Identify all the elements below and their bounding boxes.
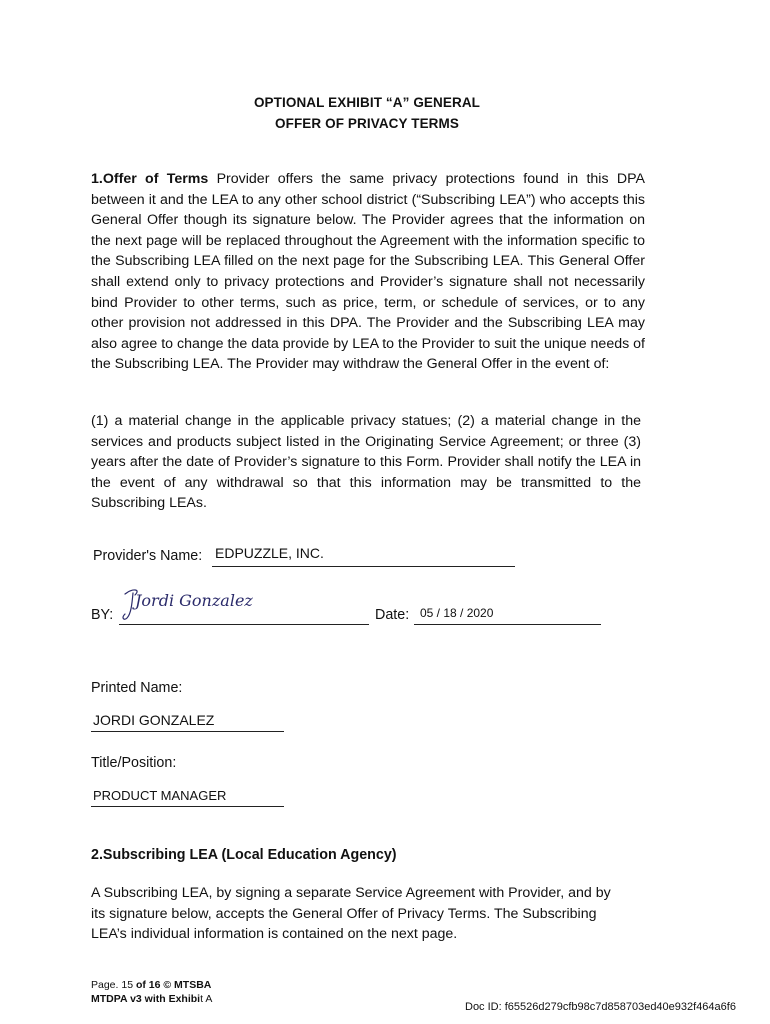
printed-name-field[interactable] xyxy=(91,711,284,732)
provider-name-value: EDPUZZLE, INC. xyxy=(215,545,324,561)
section-1-heading: 1.Offer of Terms xyxy=(91,171,209,187)
provider-name-label: Provider's Name: xyxy=(93,548,203,564)
title-position-value: PRODUCT MANAGER xyxy=(93,788,227,803)
signature-text: Jordi Gonzalez xyxy=(135,591,253,610)
footer-copyright: © MTSBA xyxy=(160,979,212,991)
footer-doc-label-tail: t A xyxy=(200,993,213,1005)
title-position-field[interactable] xyxy=(91,786,284,807)
section-1-body: Provider offers the same privacy protections found in this DPA between it and the LEA to any other school district (“Subscribing LEA”) who accepts this General Offer though its signature below. The Provider agrees that the information on the next page will be replaced throughout the Agreement with the information specific to the Subscribing LEA filled on the next page for the Subscribing LEA. This General Offer shall extend only to privacy protections and Provider’s signature shall not necessarily bind Provider to other terms, such as price, term, or schedule of services, or to any other provision not addressed in this DPA. The Provider and the Subscribing LEA may also agree to change the data provide by LEA to the Provider to suit the unique needs of the Subscribing LEA. The Provider may withdraw the General Offer in the event of: xyxy=(91,171,645,373)
footer-doc-id: Doc ID: f65526d279cfb98c7d858703ed40e932f464a6f6 xyxy=(465,1001,736,1013)
signature-image xyxy=(119,586,259,628)
title-position-label: Title/Position: xyxy=(91,755,177,771)
section-1-paragraph xyxy=(91,169,645,375)
provider-name-field[interactable] xyxy=(212,547,515,567)
footer-page-info xyxy=(91,979,211,992)
footer-page-total: of 16 xyxy=(133,979,161,991)
signature-field[interactable] xyxy=(119,591,369,625)
section-2-body: A Subscribing LEA, by signing a separate Service Agreement with Provider, and by its signature below, accepts the General Offer of Privacy Terms. The Subscribing LEA’s individual information is contained on the next page. xyxy=(91,885,611,943)
footer-page-number: 15 xyxy=(121,979,134,991)
printed-name-label: Printed Name: xyxy=(91,680,183,696)
printed-name-value: JORDI GONZALEZ xyxy=(93,712,215,728)
date-field[interactable] xyxy=(414,605,601,625)
by-label: BY: xyxy=(91,607,114,623)
withdrawal-conditions: (1) a material change in the applicable privacy statues; (2) a material change in the services and products subject listed in the Originating Service Agreement; or three (3) years after the date of Provider’s signature to this Form. Provider shall notify the LEA in the event of any withdrawal so that this information may be transmitted to the Subscribing LEAs. xyxy=(91,413,641,512)
title-line-2: OFFER OF PRIVACY TERMS xyxy=(275,116,459,131)
date-label: Date: xyxy=(375,607,410,623)
date-value: 05 / 18 / 2020 xyxy=(420,606,494,620)
section-2-heading: 2.Subscribing LEA (Local Education Agency) xyxy=(91,847,397,863)
footer-doc-label xyxy=(91,993,212,1006)
footer-page-prefix: Page. xyxy=(91,979,122,991)
title-line-1: OPTIONAL EXHIBIT “A” GENERAL xyxy=(253,95,481,110)
footer-doc-label-bold: MTDPA v3 with Exhibi xyxy=(91,993,201,1005)
